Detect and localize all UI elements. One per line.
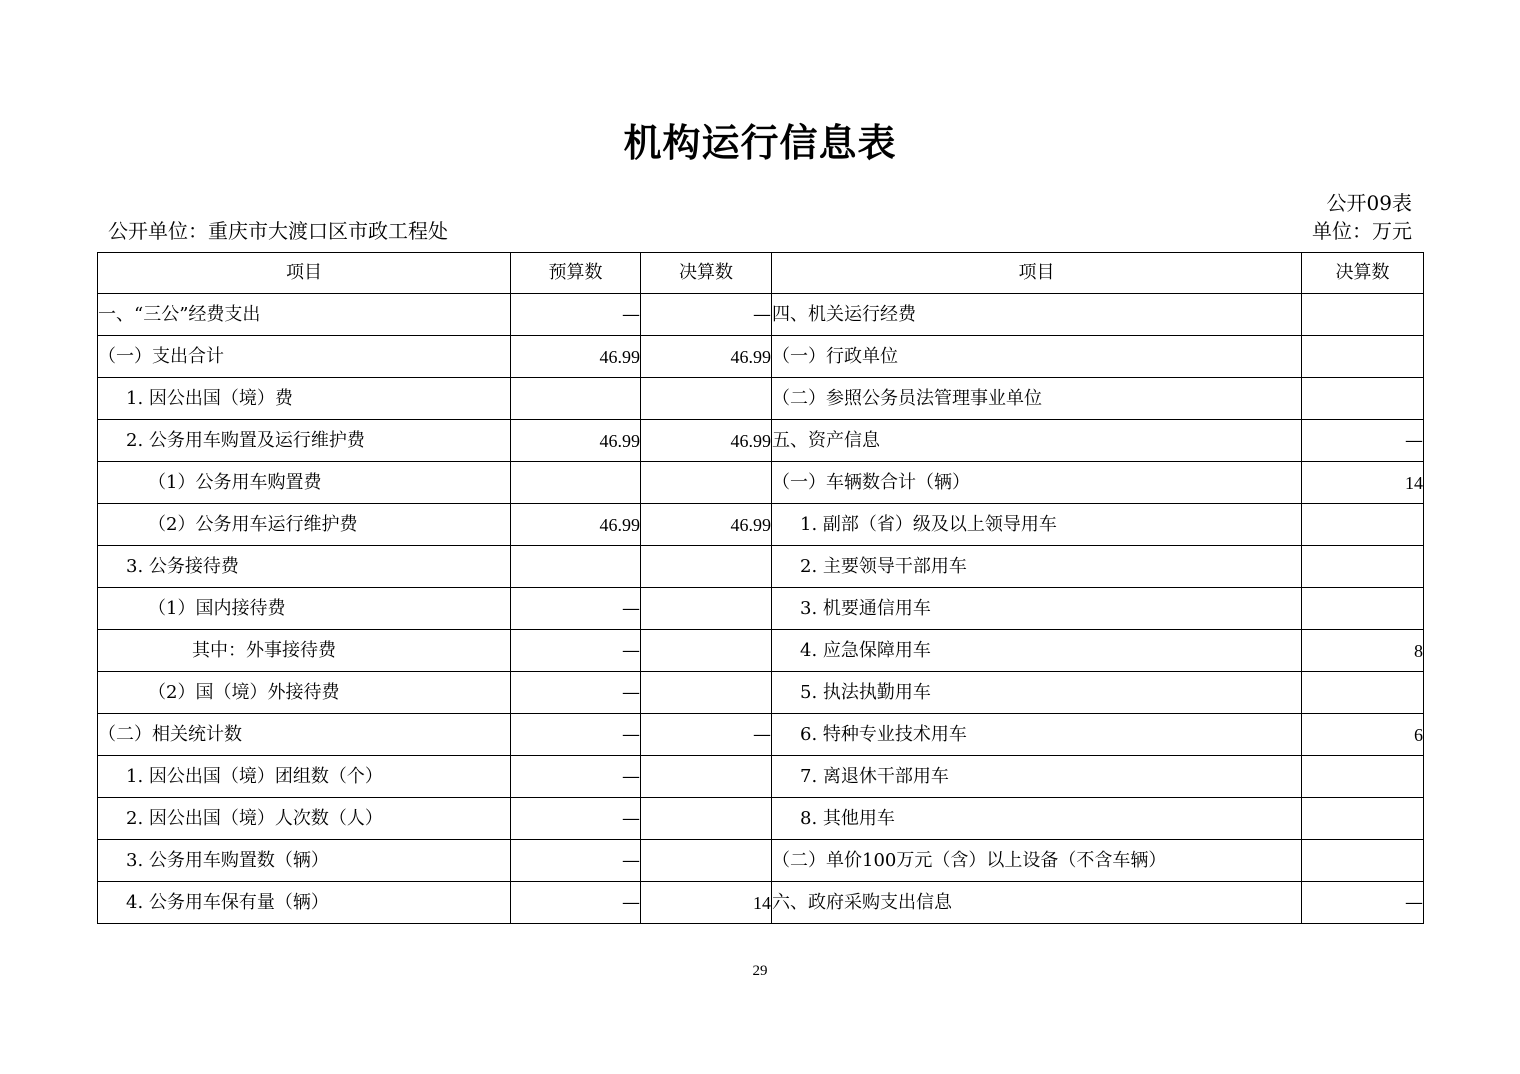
column-header-final-right: 决算数 xyxy=(1302,253,1424,294)
row-final-value-right xyxy=(1302,294,1424,336)
table-row xyxy=(98,672,1424,714)
table-row xyxy=(98,798,1424,840)
row-item-right: 7. 离退休干部用车 xyxy=(772,756,1302,798)
row-budget-value xyxy=(511,546,641,588)
table-row xyxy=(98,882,1424,924)
row-budget-value: — xyxy=(511,630,641,672)
row-final-value-right xyxy=(1302,546,1424,588)
row-budget-value: — xyxy=(511,798,641,840)
table-row xyxy=(98,546,1424,588)
table-row xyxy=(98,840,1424,882)
row-final-value xyxy=(641,462,772,504)
row-final-value-right xyxy=(1302,378,1424,420)
table-row xyxy=(98,462,1424,504)
row-item-left: （1）公务用车购置费 xyxy=(98,462,511,504)
row-item-right: （一）车辆数合计（辆） xyxy=(772,462,1302,504)
table-row xyxy=(98,504,1424,546)
row-item-right: 5. 执法执勤用车 xyxy=(772,672,1302,714)
row-final-value-right: — xyxy=(1302,420,1424,462)
row-budget-value: — xyxy=(511,294,641,336)
column-header-item-right: 项目 xyxy=(772,253,1302,294)
page-number: 29 xyxy=(752,963,768,979)
column-header-budget: 预算数 xyxy=(511,253,641,294)
row-item-left: 3. 公务用车购置数（辆） xyxy=(98,840,511,882)
row-item-right: 六、政府采购支出信息 xyxy=(772,882,1302,924)
row-item-left: 1. 因公出国（境）费 xyxy=(98,378,511,420)
table-row xyxy=(98,714,1424,756)
unit-label: 单位：万元 xyxy=(1312,219,1412,243)
row-final-value-right: 8 xyxy=(1302,630,1424,672)
row-item-right: 8. 其他用车 xyxy=(772,798,1302,840)
row-final-value xyxy=(641,546,772,588)
row-item-left: （2）公务用车运行维护费 xyxy=(98,504,511,546)
row-item-right: 2. 主要领导干部用车 xyxy=(772,546,1302,588)
row-budget-value: — xyxy=(511,714,641,756)
row-final-value-right xyxy=(1302,798,1424,840)
row-item-right: （二）参照公务员法管理事业单位 xyxy=(772,378,1302,420)
column-header-item-left: 项目 xyxy=(98,253,511,294)
organization-label: 公开单位：重庆市大渡口区市政工程处 xyxy=(108,219,448,243)
table-row xyxy=(98,294,1424,336)
table-header-row xyxy=(98,253,1424,294)
row-final-value: 46.99 xyxy=(641,420,772,462)
row-budget-value: — xyxy=(511,756,641,798)
row-item-left: 2. 公务用车购置及运行维护费 xyxy=(98,420,511,462)
row-item-left: 4. 公务用车保有量（辆） xyxy=(98,882,511,924)
table-row xyxy=(98,588,1424,630)
row-item-right: 四、机关运行经费 xyxy=(772,294,1302,336)
info-table xyxy=(97,252,1424,924)
form-number: 公开09表 xyxy=(1326,191,1412,215)
table-row xyxy=(98,378,1424,420)
row-item-right: （一）行政单位 xyxy=(772,336,1302,378)
row-final-value-right xyxy=(1302,588,1424,630)
row-final-value xyxy=(641,378,772,420)
row-final-value-right xyxy=(1302,756,1424,798)
row-final-value-right xyxy=(1302,504,1424,546)
row-item-left: （2）国（境）外接待费 xyxy=(98,672,511,714)
row-final-value xyxy=(641,756,772,798)
row-item-right: 4. 应急保障用车 xyxy=(772,630,1302,672)
row-final-value-right xyxy=(1302,840,1424,882)
row-item-right: 1. 副部（省）级及以上领导用车 xyxy=(772,504,1302,546)
row-final-value xyxy=(641,630,772,672)
row-budget-value: — xyxy=(511,840,641,882)
row-final-value xyxy=(641,840,772,882)
row-final-value xyxy=(641,798,772,840)
row-budget-value: — xyxy=(511,588,641,630)
page-title: 机构运行信息表 xyxy=(623,121,897,165)
row-item-left: 3. 公务接待费 xyxy=(98,546,511,588)
row-item-left: 一、“三公”经费支出 xyxy=(98,294,511,336)
table-row xyxy=(98,756,1424,798)
row-item-right: 3. 机要通信用车 xyxy=(772,588,1302,630)
row-budget-value: 46.99 xyxy=(511,336,641,378)
table-body xyxy=(98,294,1424,924)
row-item-right: 6. 特种专业技术用车 xyxy=(772,714,1302,756)
table-row xyxy=(98,630,1424,672)
column-header-final-left: 决算数 xyxy=(641,253,772,294)
row-item-left: 1. 因公出国（境）团组数（个） xyxy=(98,756,511,798)
row-final-value-right: 6 xyxy=(1302,714,1424,756)
row-item-right: （二）单价100万元（含）以上设备（不含车辆） xyxy=(772,840,1302,882)
row-final-value-right: 14 xyxy=(1302,462,1424,504)
row-final-value xyxy=(641,588,772,630)
row-final-value: 14 xyxy=(641,882,772,924)
table-row xyxy=(98,336,1424,378)
row-item-left: 其中：外事接待费 xyxy=(98,630,511,672)
row-item-left: 2. 因公出国（境）人次数（人） xyxy=(98,798,511,840)
row-item-left: （1）国内接待费 xyxy=(98,588,511,630)
row-final-value: 46.99 xyxy=(641,504,772,546)
row-final-value-right xyxy=(1302,336,1424,378)
table-row xyxy=(98,420,1424,462)
row-budget-value xyxy=(511,462,641,504)
row-budget-value: 46.99 xyxy=(511,420,641,462)
row-final-value xyxy=(641,672,772,714)
row-final-value-right: — xyxy=(1302,882,1424,924)
row-final-value: — xyxy=(641,714,772,756)
row-final-value: 46.99 xyxy=(641,336,772,378)
row-item-right: 五、资产信息 xyxy=(772,420,1302,462)
row-final-value: — xyxy=(641,294,772,336)
row-budget-value: — xyxy=(511,672,641,714)
row-item-left: （一）支出合计 xyxy=(98,336,511,378)
row-budget-value: 46.99 xyxy=(511,504,641,546)
row-budget-value: — xyxy=(511,882,641,924)
row-item-left: （二）相关统计数 xyxy=(98,714,511,756)
row-budget-value xyxy=(511,378,641,420)
row-final-value-right xyxy=(1302,672,1424,714)
